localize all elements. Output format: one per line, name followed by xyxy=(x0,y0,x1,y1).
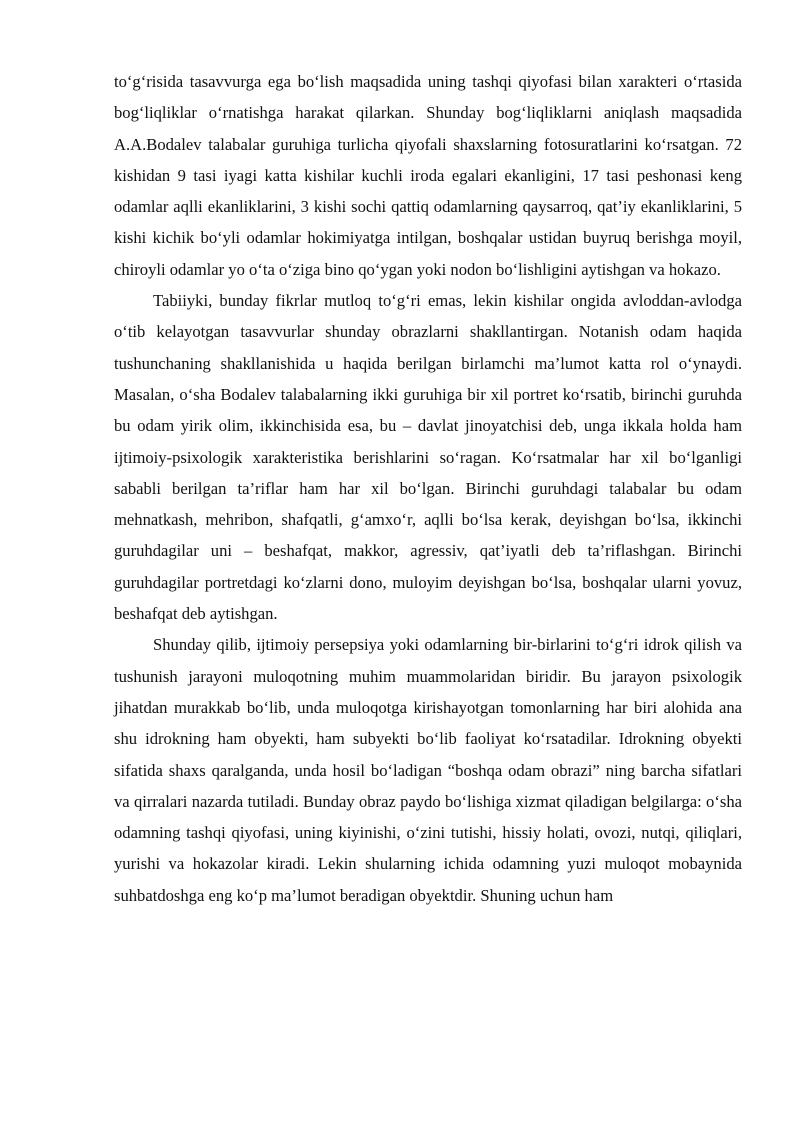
paragraph-3: Shunday qilib, ijtimoiy persepsiya yoki odamlarning bir-birlarini to‘g‘ri idrok qilish va tushunish jarayoni muloqotning muhim muammolaridan biridir. Bu jarayon psixologik jihatdan murakkab bo‘lib, unda muloqotga kirishayotgan tomonlarning har biri alohida ana shu idrokning ham obyekti, ham subyekti bo‘lib faoliyat ko‘rsatadilar. Idrokning obyekti sifatida shaxs qaralganda, unda hosil bo‘ladigan “boshqa odam obrazi” ning barcha sifatlari va qirralari nazarda tutiladi. Bunday obraz paydo bo‘lishiga xizmat qiladigan belgilarga: o‘sha odamning tashqi qiyofasi, uning kiyinishi, o‘zini tutishi, hissiy holati, ovozi, nutqi, qiliqlari, yurishi va hokazolar kiradi. Lekin shularning ichida odamning yuzi muloqot mobaynida suhbatdoshga eng ko‘p ma’lumot beradigan obyektdir. Shuning uchun ham xyxy=(114,635,742,905)
paragraph-2: Tabiiyki, bunday fikrlar mutloq to‘g‘ri emas, lekin kishilar ongida avloddan-avlodga o‘tib kelayotgan tasavvurlar shunday obrazlarni shakllantirgan. Notanish odam haqida tushunchaning shakllanishida u haqida berilgan birlamchi ma’lumot katta rol o‘ynaydi. Masalan, o‘sha Bodalev talabalarning ikki guruhiga bir xil portret ko‘rsatib, birinchi guruhda bu odam yirik olim, ikkinchisida esa, bu – davlat jinoyatchisi deb, unga ikkala holda ham ijtimoiy-psixologik xarakteristika berishlarini so‘ragan. Ko‘rsatmalar har xil bo‘lganligi sababli berilgan ta’riflar ham har xil bo‘lgan. Birinchi guruhdagi talabalar bu odam mehnatkash, mehribon, shafqatli, g‘amxo‘r, aqlli bo‘lsa kerak, deyishgan bo‘lsa, ikkinchi guruhdagilar uni – beshafqat, makkor, agressiv, qat’iyatli deb ta’riflashgan. Birinchi guruhdagilar portretdagi ko‘zlarni dono, muloyim deyishgan bo‘lsa, boshqalar ularni yovuz, beshafqat deb aytishgan. xyxy=(114,291,742,624)
body-text xyxy=(114,66,742,911)
paragraph-1: to‘g‘risida tasavvurga ega bo‘lish maqsadida uning tashqi qiyofasi bilan xarakteri o‘rtasida bog‘liqliklar o‘rnatishga harakat qilarkan. Shunday bog‘liqliklarni aniqlash maqsadida A.A.Bodalev talabalar guruhiga turlicha qiyofali shaxslarning fotosuratlarini ko‘rsatgan. 72 kishidan 9 tasi iyagi katta kishilar kuchli iroda egalari ekanligini, 17 tasi peshonasi keng odamlar aqlli ekanliklarini, 3 kishi sochi qattiq odamlarning qaysarroq, qat’iy ekanliklarini, 5 kishi kichik bo‘yli odamlar hokimiyatga intilgan, boshqalar ustidan buyruq berishga moyil, chiroyli odamlar yo o‘ta o‘ziga bino qo‘ygan yoki nodon bo‘lishligini aytishgan va hokazo. xyxy=(114,72,742,279)
